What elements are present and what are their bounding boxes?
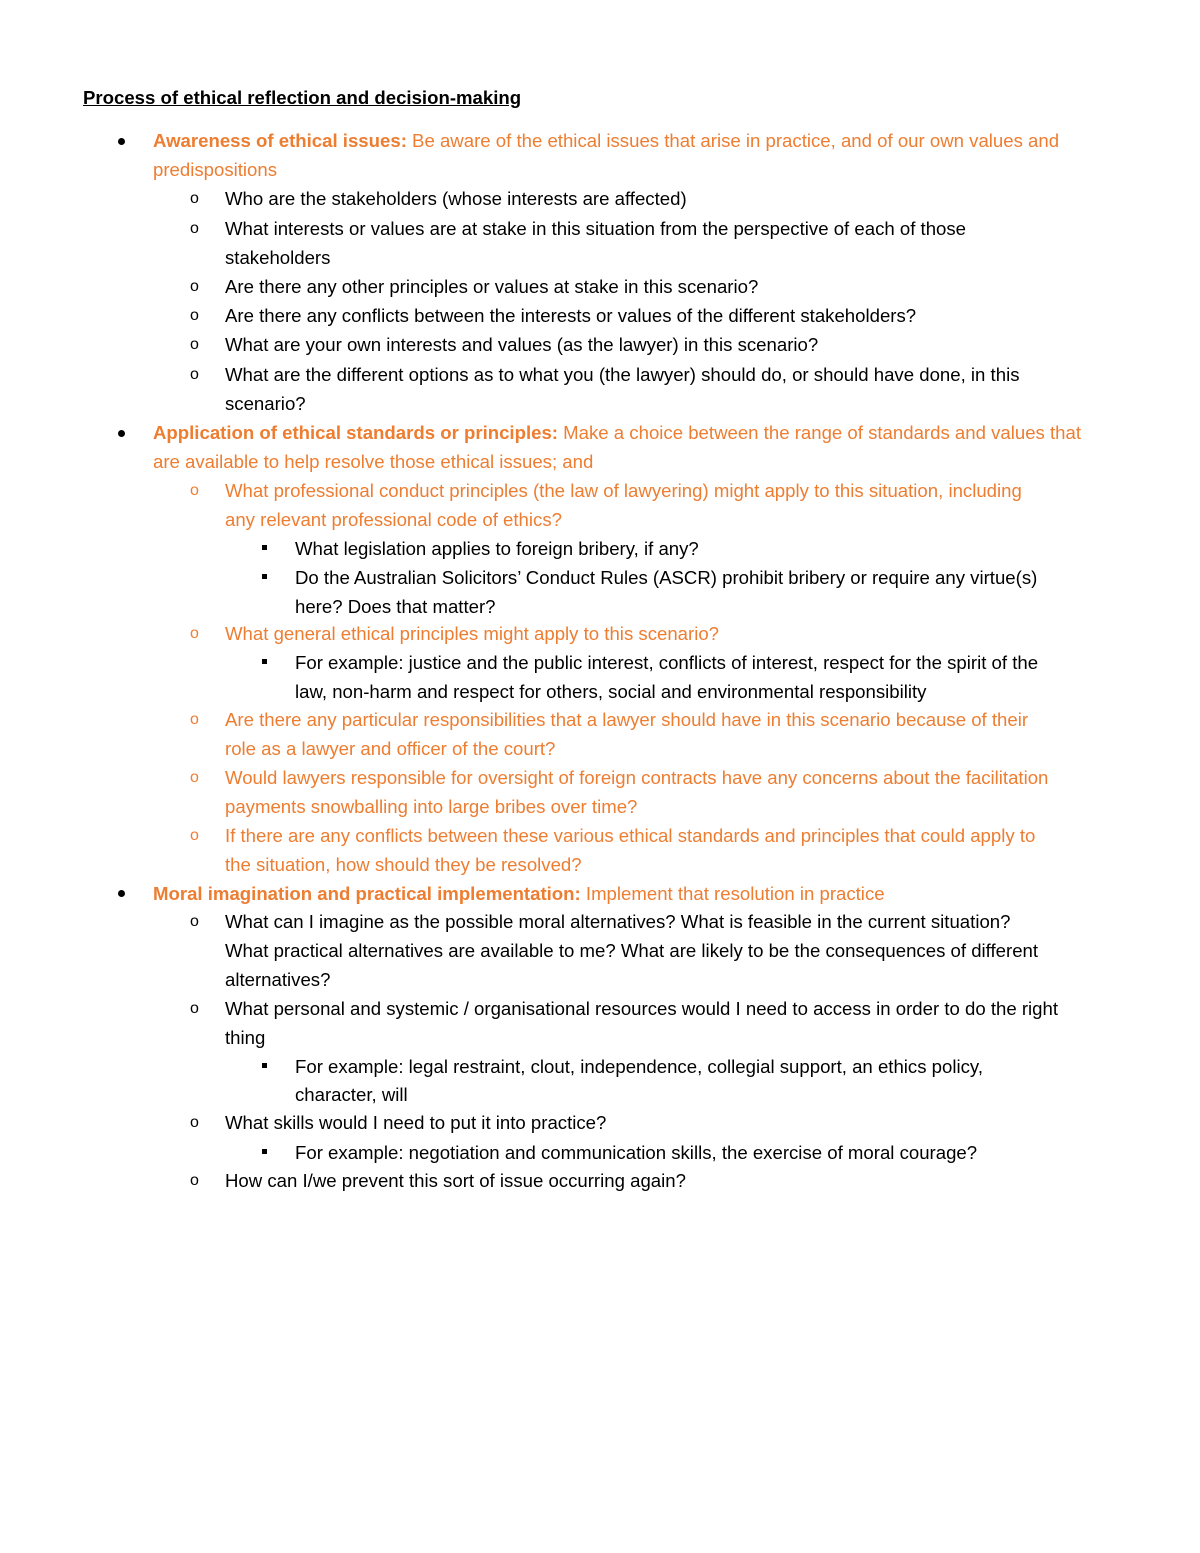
list-item-continued: any relevant professional code of ethics?	[225, 509, 562, 530]
square-marker	[262, 545, 267, 550]
list-item: Are there any conflicts between the interests or values of the different stakeholders?	[225, 305, 917, 326]
list-item: What professional conduct principles (the law of lawyering) might apply to this situation, including	[225, 480, 1022, 501]
circle-marker: o	[190, 625, 199, 642]
list-item: Are there any particular responsibilities that a lawyer should have in this scenario because of their	[225, 709, 1029, 730]
list-item-continued: the situation, how should they be resolved?	[225, 854, 582, 875]
sub-list-item-continued: law, non-harm and respect for others, social and environmental responsibility	[295, 681, 927, 702]
section-text: Be aware of the ethical issues that arise in practice, and of our own values and	[406, 130, 1060, 151]
list-item: What are the different options as to what you (the lawyer) should do, or should have done, in this	[225, 364, 1020, 385]
list-item-continued: payments snowballing into large bribes over time?	[225, 796, 638, 817]
circle-marker: o	[190, 1000, 199, 1017]
sub-list-item-continued: character, will	[295, 1084, 408, 1105]
bullet-marker	[118, 430, 125, 437]
section-heading: Moral imagination and practical implementation:	[153, 883, 581, 904]
sub-list-item: For example: legal restraint, clout, independence, collegial support, an ethics policy,	[295, 1056, 984, 1077]
section-heading-line	[153, 421, 1081, 445]
sub-list-item: What legislation applies to foreign bribery, if any?	[295, 538, 699, 559]
circle-marker: o	[190, 336, 199, 353]
list-item: Who are the stakeholders (whose interests are affected)	[225, 188, 687, 209]
square-marker	[262, 574, 267, 579]
list-item-continued: thing	[225, 1027, 266, 1048]
bullet-marker	[118, 138, 125, 145]
square-marker	[262, 1149, 267, 1154]
section-heading-line	[153, 882, 885, 906]
circle-marker: o	[190, 769, 199, 786]
section-text: Implement that resolution in practice	[580, 883, 885, 904]
circle-marker: o	[190, 278, 199, 295]
list-item: What interests or values are at stake in this situation from the perspective of each of those	[225, 218, 967, 239]
list-item: What general ethical principles might apply to this scenario?	[225, 623, 720, 644]
circle-marker: o	[190, 711, 199, 728]
list-item: What can I imagine as the possible moral alternatives? What is feasible in the current situation?	[225, 911, 1011, 932]
section-heading: Awareness of ethical issues:	[153, 130, 407, 151]
page-title: Process of ethical reflection and decision-making	[83, 87, 522, 108]
list-item: What skills would I need to put it into practice?	[225, 1112, 607, 1133]
sub-list-item: For example: justice and the public interest, conflicts of interest, respect for the spirit of the	[295, 652, 1039, 673]
section-text-continued: predispositions	[153, 159, 278, 180]
circle-marker: o	[190, 366, 199, 383]
circle-marker: o	[190, 220, 199, 237]
circle-marker: o	[190, 190, 199, 207]
list-item: Are there any other principles or values at stake in this scenario?	[225, 276, 759, 297]
bullet-marker	[118, 890, 125, 897]
circle-marker: o	[190, 1172, 199, 1189]
circle-marker: o	[190, 482, 199, 499]
sub-list-item: For example: negotiation and communication skills, the exercise of moral courage?	[295, 1142, 978, 1163]
list-item-continued: alternatives?	[225, 969, 331, 990]
list-item-continued: scenario?	[225, 393, 306, 414]
list-item-continued: stakeholders	[225, 247, 331, 268]
list-item: If there are any conflicts between these various ethical standards and principles that could apply to	[225, 825, 1036, 846]
square-marker	[262, 659, 267, 664]
list-item-continued: What practical alternatives are available to me? What are likely to be the consequences of different	[225, 940, 1039, 961]
sub-list-item: Do the Australian Solicitors’ Conduct Rules (ASCR) prohibit bribery or require any virtue(s)	[295, 567, 1038, 588]
circle-marker: o	[190, 1114, 199, 1131]
sub-list-item-continued: here? Does that matter?	[295, 596, 496, 617]
section-heading: Application of ethical standards or principles:	[153, 422, 558, 443]
list-item: What personal and systemic / organisational resources would I need to access in order to do the right	[225, 998, 1059, 1019]
list-item-continued: role as a lawyer and officer of the court?	[225, 738, 556, 759]
list-item: How can I/we prevent this sort of issue occurring again?	[225, 1170, 686, 1191]
circle-marker: o	[190, 307, 199, 324]
section-text: Make a choice between the range of standards and values that	[558, 422, 1082, 443]
section-text-continued: are available to help resolve those ethical issues; and	[153, 451, 594, 472]
list-item: Would lawyers responsible for oversight of foreign contracts have any concerns about the facilitation	[225, 767, 1049, 788]
circle-marker: o	[190, 827, 199, 844]
list-item: What are your own interests and values (as the lawyer) in this scenario?	[225, 334, 819, 355]
section-heading-line	[153, 129, 1059, 153]
square-marker	[262, 1063, 267, 1068]
circle-marker: o	[190, 913, 199, 930]
